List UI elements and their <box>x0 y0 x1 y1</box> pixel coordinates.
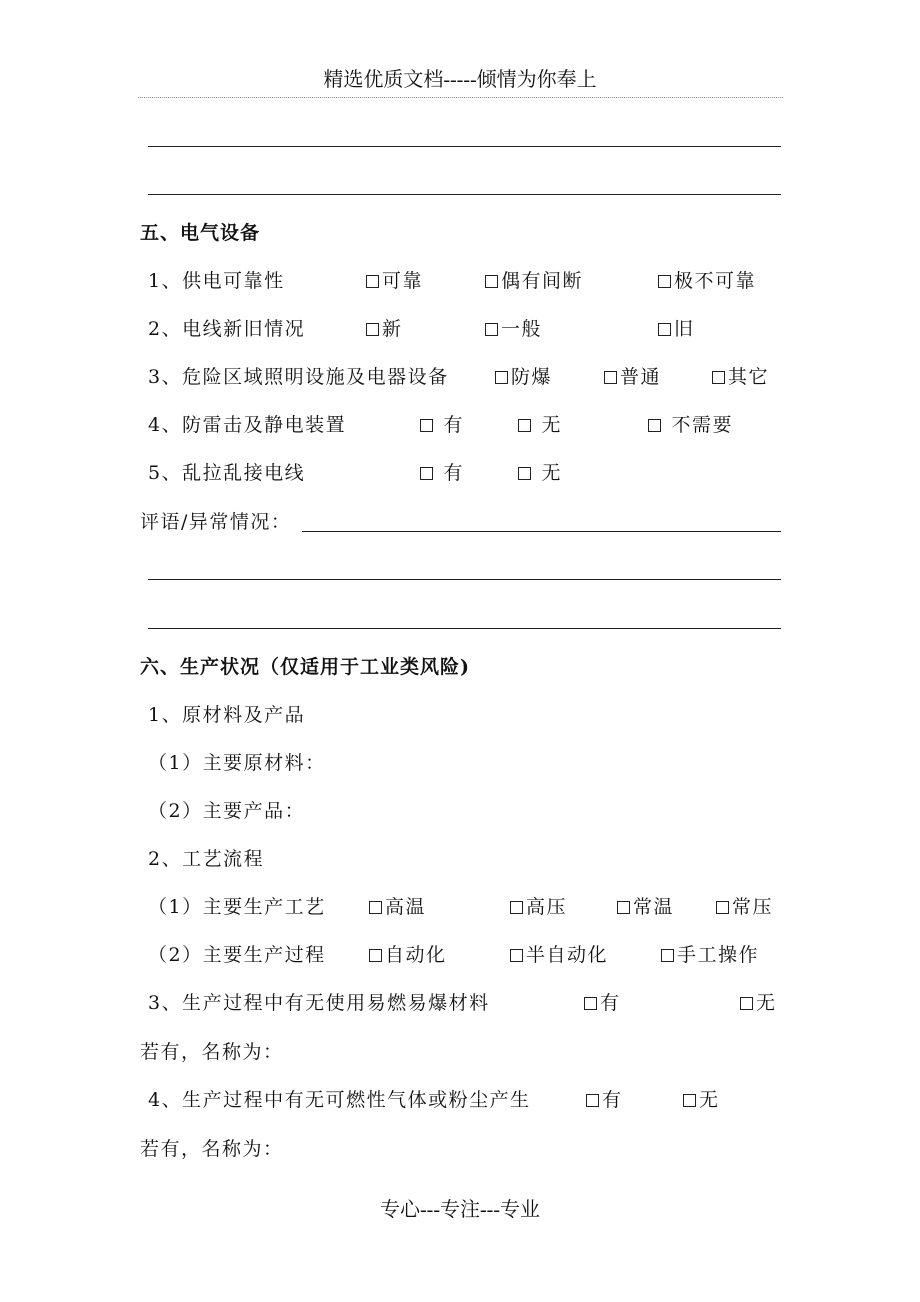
section-5-title: 五、电气设备 <box>140 222 261 244</box>
comment-field[interactable] <box>302 531 781 532</box>
checkbox[interactable] <box>420 467 433 480</box>
option-yes[interactable]: 有 <box>584 990 621 1016</box>
question-process-flow: 2、工艺流程 <box>148 848 265 870</box>
checkbox[interactable] <box>420 419 433 432</box>
checkbox[interactable] <box>716 901 729 914</box>
option-no[interactable]: 无 <box>518 412 562 438</box>
checkbox[interactable] <box>366 323 379 336</box>
checkbox[interactable] <box>510 901 523 914</box>
checkbox[interactable] <box>485 275 498 288</box>
option-automated[interactable]: 自动化 <box>369 942 447 968</box>
checkbox[interactable] <box>369 901 382 914</box>
option-high-temperature[interactable]: 高温 <box>369 894 426 920</box>
gas-dust-name-label: 若有，名称为： <box>140 1138 284 1160</box>
option-not-needed[interactable]: 不需要 <box>648 412 733 438</box>
checkbox[interactable] <box>617 901 630 914</box>
checkbox[interactable] <box>712 371 725 384</box>
checkbox[interactable] <box>495 371 508 384</box>
option-normal-temperature[interactable]: 常温 <box>617 894 674 920</box>
answer-line <box>148 194 781 195</box>
question-combustible-gas-dust: 4、生产过程中有无可燃性气体或粉尘产生 <box>148 1089 531 1111</box>
checkbox[interactable] <box>366 275 379 288</box>
checkbox[interactable] <box>485 323 498 336</box>
checkbox[interactable] <box>586 1094 599 1107</box>
option-ordinary[interactable]: 普通 <box>604 364 661 390</box>
checkbox[interactable] <box>658 275 671 288</box>
page-footer: 专心---专注---专业 <box>380 1199 540 1221</box>
answer-line <box>148 146 781 147</box>
option-average[interactable]: 一般 <box>485 316 542 342</box>
checkbox[interactable] <box>661 949 674 962</box>
checkbox[interactable] <box>604 371 617 384</box>
checkbox[interactable] <box>648 419 661 432</box>
option-yes[interactable]: 有 <box>586 1087 623 1113</box>
flammable-materials-name-label: 若有，名称为： <box>140 1041 284 1063</box>
option-manual[interactable]: 手工操作 <box>661 942 759 968</box>
main-process-label: （1）主要生产工艺 <box>148 896 326 918</box>
comment-line[interactable] <box>148 628 781 629</box>
option-yes[interactable]: 有 <box>420 460 464 486</box>
question-lightning-static: 4、防雷击及静电装置 <box>148 414 347 436</box>
question-hazard-lighting: 3、危险区域照明设施及电器设备 <box>148 366 449 388</box>
option-normal-pressure[interactable]: 常压 <box>716 894 773 920</box>
option-explosion-proof[interactable]: 防爆 <box>495 364 552 390</box>
option-high-pressure[interactable]: 高压 <box>510 894 567 920</box>
checkbox[interactable] <box>518 419 531 432</box>
comment-label: 评语/异常情况： <box>140 511 292 533</box>
comment-line[interactable] <box>148 579 781 580</box>
checkbox[interactable] <box>584 997 597 1010</box>
header-divider <box>138 97 783 98</box>
question-materials-products: 1、原材料及产品 <box>148 704 306 726</box>
option-no[interactable]: 无 <box>518 460 562 486</box>
question-flammable-materials: 3、生产过程中有无使用易燃易爆材料 <box>148 992 490 1014</box>
question-power-reliability: 1、供电可靠性 <box>148 270 285 292</box>
checkbox[interactable] <box>369 949 382 962</box>
checkbox[interactable] <box>740 997 753 1010</box>
question-illegal-wiring: 5、乱拉乱接电线 <box>148 462 306 484</box>
option-reliable[interactable]: 可靠 <box>366 268 423 294</box>
option-no[interactable]: 无 <box>740 990 777 1016</box>
option-old[interactable]: 旧 <box>658 316 695 342</box>
checkbox[interactable] <box>518 467 531 480</box>
option-other[interactable]: 其它 <box>712 364 769 390</box>
checkbox[interactable] <box>658 323 671 336</box>
option-no[interactable]: 无 <box>683 1087 720 1113</box>
option-yes[interactable]: 有 <box>420 412 464 438</box>
checkbox[interactable] <box>683 1094 696 1107</box>
option-new[interactable]: 新 <box>366 316 403 342</box>
option-semi-automated[interactable]: 半自动化 <box>510 942 608 968</box>
option-occasional-interruption[interactable]: 偶有间断 <box>485 268 583 294</box>
main-raw-materials-label: （1）主要原材料： <box>148 752 326 774</box>
question-wire-condition: 2、电线新旧情况 <box>148 318 306 340</box>
checkbox[interactable] <box>510 949 523 962</box>
main-products-label: （2）主要产品： <box>148 800 306 822</box>
page-header: 精选优质文档-----倾情为你奉上 <box>323 69 597 91</box>
section-6-title: 六、生产状况（仅适用于工业类风险) <box>140 656 470 678</box>
option-very-unreliable[interactable]: 极不可靠 <box>658 268 756 294</box>
production-process-label: （2）主要生产过程 <box>148 944 326 966</box>
